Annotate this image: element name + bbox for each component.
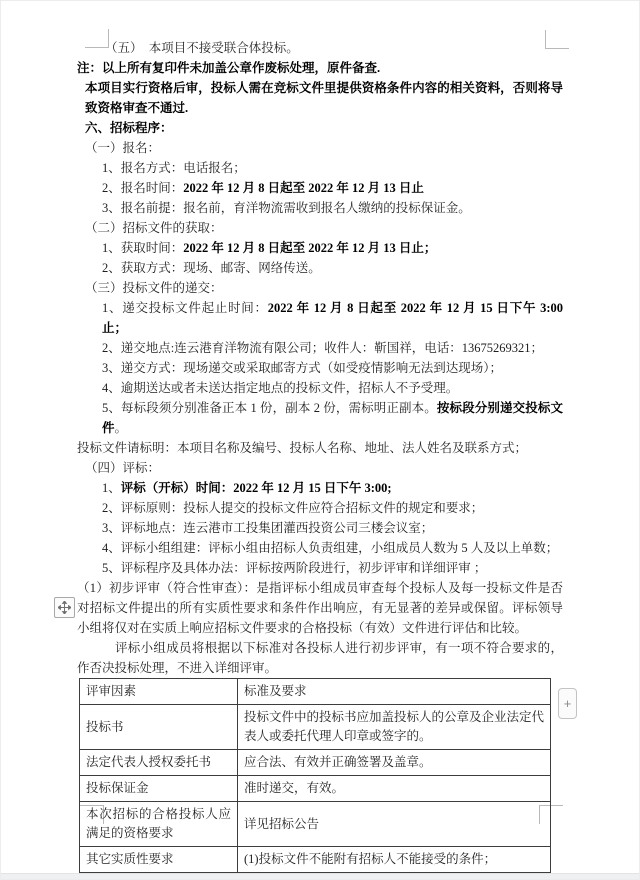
table-cell-factor: 其它实质性要求 — [80, 847, 238, 873]
table-row — [80, 750, 551, 776]
table-header-cell: 标准及要求 — [238, 679, 551, 705]
text-run: 评标小组成员将根据以下标准对各投标人进行初步评审，有一项不符合要求的，作否决投标处理，不进入详细评审。 — [77, 641, 563, 675]
text-run: （二）招标文件的获取： — [85, 221, 223, 235]
text-run: 2、评标原则：投标人提交的投标文件应符合招标文件的规定和要求； — [102, 501, 484, 515]
paragraph — [77, 438, 563, 458]
table-cell-requirement: 投标文件中的投标书应加盖投标人的公章及企业法定代表人或委托代理人印章或签字的。 — [238, 705, 551, 750]
table-cell-factor: 法定代表人授权委托书 — [80, 750, 238, 776]
text-run: 4、评标小组组建：评标小组由招标人负责组建，小组成员人数为 5 人及以上单数； — [102, 541, 559, 555]
text-run: （四）评标： — [85, 461, 161, 475]
table-move-handle[interactable] — [54, 597, 75, 618]
table-row — [80, 705, 551, 750]
text-run: 评标（开标）时间：2022 年 12 月 15 日下午 3:00; — [120, 481, 392, 495]
paragraph — [85, 278, 563, 298]
plus-icon: + — [563, 696, 572, 711]
text-run: 4、逾期送达或者未送达指定地点的投标文件，招标人不予受理。 — [102, 381, 459, 395]
text-run: 3、报名前提：报名前，育洋物流需收到报名人缴纳的投标保证金。 — [102, 201, 471, 215]
paragraph — [102, 178, 563, 198]
paragraph — [77, 638, 563, 678]
text-run: 2022 年 12 月 8 日起至 2022 年 12 月 15 日下午 3:00 止； — [102, 301, 563, 335]
review-criteria-table — [79, 678, 551, 873]
text-run: 本项目实行资格后审，投标人需在竞标文件里提供资格条件内容的相关资料，否则将导致资格审查不通过. — [85, 81, 563, 115]
text-run: 注：以上所有复印件未加盖公章作废标处理，原件备查. — [77, 61, 381, 75]
table-header-row — [80, 679, 551, 705]
table-add-button[interactable] — [558, 688, 577, 719]
paragraph — [102, 538, 563, 558]
text-run: 1、报名方式：电话报名； — [102, 161, 246, 175]
table-cell-requirement: (1)投标文件不能附有招标人不能接受的条件； — [238, 847, 551, 873]
text-run: 1、获取时间： — [102, 241, 184, 255]
text-run: （一）报名： — [85, 141, 161, 155]
table-cell-requirement: 详见招标公告 — [238, 802, 551, 847]
text-run: 2、递交地点:连云港育洋物流有限公司；收件人：靳国祥，电话：13675269321； — [102, 341, 543, 355]
table-cell-factor: 本次招标的合格投标人应满足的资格要求 — [80, 802, 238, 847]
table-row — [80, 847, 551, 873]
text-run: （三）投标文件的递交： — [85, 281, 223, 295]
paragraph — [85, 218, 563, 238]
table-row — [80, 802, 551, 847]
text-run: 六、招标程序： — [85, 121, 173, 135]
text-run: 1、递交投标文件起止时间： — [102, 301, 268, 315]
text-run: （1）初步评审（符合性审查）：是指评标小组成员审查每个投标人及每一投标文件是否对招标文件提出的所有实质性要求和条件作出响应，有无显著的差异或保留。评标领导小组将仅对在实质上响应招标文件要求的合格投标（有效）文件进行评估和比较。 — [77, 581, 563, 635]
paragraph — [102, 518, 563, 538]
paragraph — [102, 238, 563, 258]
text-run: 1、 — [102, 481, 121, 495]
table-cell-requirement: 准时递交，有效。 — [238, 776, 551, 802]
table-cell-requirement: 应合法、有效并正确签署及盖章。 — [238, 750, 551, 776]
table-cell-factor: 投标保证金 — [80, 776, 238, 802]
review-table-body — [80, 679, 551, 873]
text-run: 2022 年 12 月 8 日起至 2022 年 12 月 13 日止 — [183, 181, 424, 195]
paragraph — [102, 338, 563, 358]
table-header-cell: 评审因素 — [80, 679, 238, 705]
text-run: 5、每标段须分别准备正本 1 份，副本 2 份，需标明正副本。 — [102, 401, 437, 415]
text-run: 5、评标程序及具体办法：评标按两阶段进行，初步评审和详细评审 ； — [102, 561, 487, 575]
paragraph — [102, 558, 563, 578]
text-run: 。 — [114, 421, 128, 435]
paragraph — [102, 198, 563, 218]
text-run: （五） 本项目不接受联合体投标。 — [105, 41, 299, 55]
text-run: 3、递交方式：现场递交或采取邮寄方式（如受疫情影响无法到达现场）； — [102, 361, 503, 375]
paragraph — [102, 398, 563, 438]
document-body — [77, 38, 563, 873]
paragraph — [85, 458, 563, 478]
text-run: 投标文件请标明：本项目名称及编号、投标人名称、地址、法人姓名及联系方式； — [77, 441, 528, 455]
paragraph — [102, 478, 563, 498]
move-arrows-icon — [58, 601, 71, 614]
text-run: 2022 年 12 月 8 日起至 2022 年 12 月 13 日止； — [183, 241, 437, 255]
text-run: 2、报名时间： — [102, 181, 184, 195]
paragraph — [77, 58, 563, 78]
paragraph — [105, 38, 563, 58]
table-row — [80, 776, 551, 802]
paragraph — [102, 258, 563, 278]
paragraph — [102, 298, 563, 338]
paragraph — [77, 578, 563, 638]
paragraph — [102, 358, 563, 378]
paragraph — [85, 78, 563, 118]
paragraph — [85, 138, 563, 158]
text-run: 3、评标地点：连云港市工投集团灌西投资公司三楼会议室； — [102, 521, 434, 535]
paragraph — [102, 378, 563, 398]
text-run: 按标段分别递交投标文件 — [102, 401, 563, 435]
paragraph — [85, 118, 563, 138]
desk-background — [1, 873, 639, 879]
text-run: 2、获取方式：现场、邮寄、网络传送。 — [102, 261, 321, 275]
table-cell-factor: 投标书 — [80, 705, 238, 750]
paragraph — [102, 498, 563, 518]
paragraph — [102, 158, 563, 178]
